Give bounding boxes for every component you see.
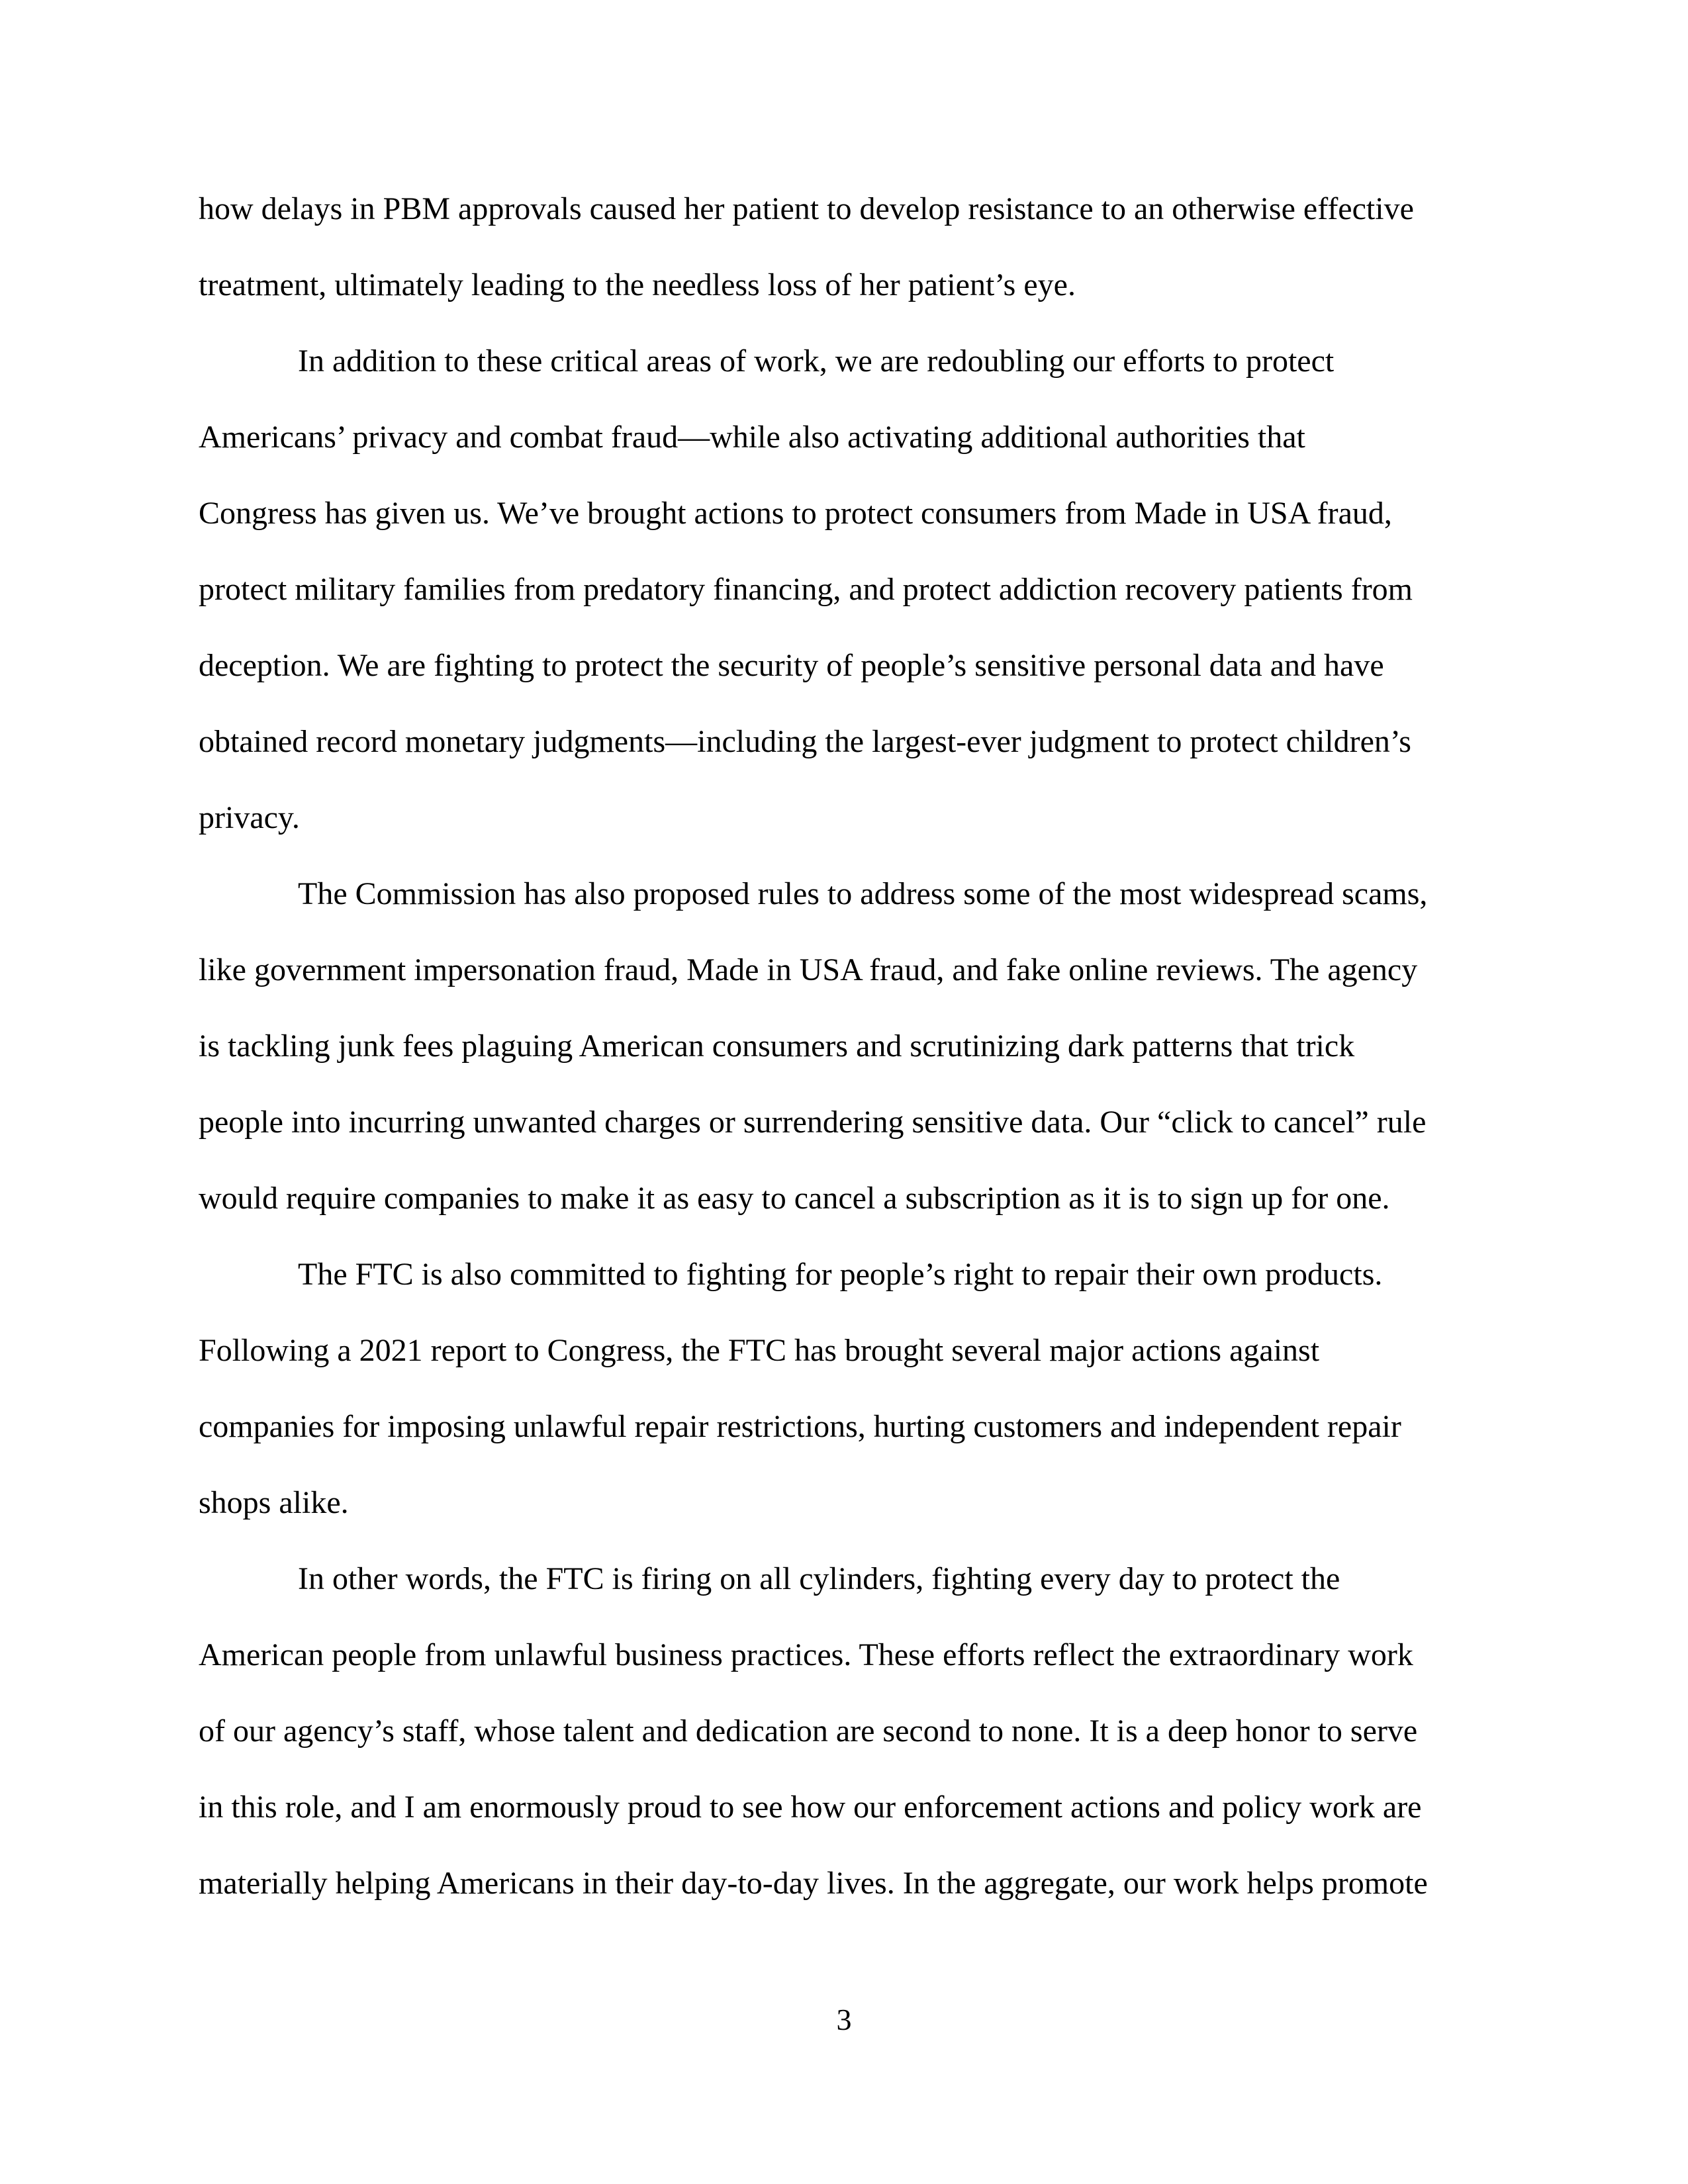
text-line: companies for imposing unlawful repair restrictions, hurting customers and independent repair bbox=[199, 1409, 1401, 1444]
text-line-paragraph-start: In addition to these critical areas of work, we are redoubling our efforts to protect bbox=[298, 343, 1335, 379]
text-line: would require companies to make it as easy to cancel a subscription as it is to sign up for one. bbox=[199, 1181, 1390, 1216]
text-line-paragraph-start: The FTC is also committed to fighting for people’s right to repair their own products. bbox=[298, 1257, 1383, 1292]
body-text bbox=[199, 187, 1489, 1938]
text-line: is tackling junk fees plaguing American consumers and scrutinizing dark patterns that trick bbox=[199, 1028, 1355, 1064]
text-line-paragraph-start: The Commission has also proposed rules to address some of the most widespread scams, bbox=[298, 876, 1428, 911]
text-line: deception. We are fighting to protect the security of people’s sensitive personal data and have bbox=[199, 648, 1384, 683]
text-line: treatment, ultimately leading to the needless loss of her patient’s eye. bbox=[199, 267, 1076, 302]
text-line: protect military families from predatory financing, and protect addiction recovery patients from bbox=[199, 572, 1413, 607]
text-line: how delays in PBM approvals caused her patient to develop resistance to an otherwise effective bbox=[199, 191, 1414, 226]
text-line: Congress has given us. We’ve brought actions to protect consumers from Made in USA fraud, bbox=[199, 496, 1392, 531]
text-line-paragraph-start: In other words, the FTC is firing on all cylinders, fighting every day to protect the bbox=[298, 1561, 1340, 1596]
text-line: Following a 2021 report to Congress, the FTC has brought several major actions against bbox=[199, 1333, 1320, 1368]
text-line: materially helping Americans in their day-to-day lives. In the aggregate, our work helps promote bbox=[199, 1866, 1428, 1901]
text-line: of our agency’s staff, whose talent and dedication are second to none. It is a deep honor to serve bbox=[199, 1713, 1418, 1749]
text-line: like government impersonation fraud, Made in USA fraud, and fake online reviews. The agency bbox=[199, 952, 1418, 987]
text-line: American people from unlawful business practices. These efforts reflect the extraordinary work bbox=[199, 1637, 1413, 1672]
text-line: people into incurring unwanted charges or surrendering sensitive data. Our “click to cancel” rule bbox=[199, 1105, 1427, 1140]
text-line: shops alike. bbox=[199, 1485, 349, 1520]
text-line: obtained record monetary judgments—including the largest-ever judgment to protect children’s bbox=[199, 724, 1411, 759]
text-line: Americans’ privacy and combat fraud—while also activating additional authorities that bbox=[199, 420, 1305, 455]
text-line: privacy. bbox=[199, 800, 300, 835]
page-number: 3 bbox=[836, 2003, 852, 2036]
text-line: in this role, and I am enormously proud to see how our enforcement actions and policy work are bbox=[199, 1790, 1422, 1825]
